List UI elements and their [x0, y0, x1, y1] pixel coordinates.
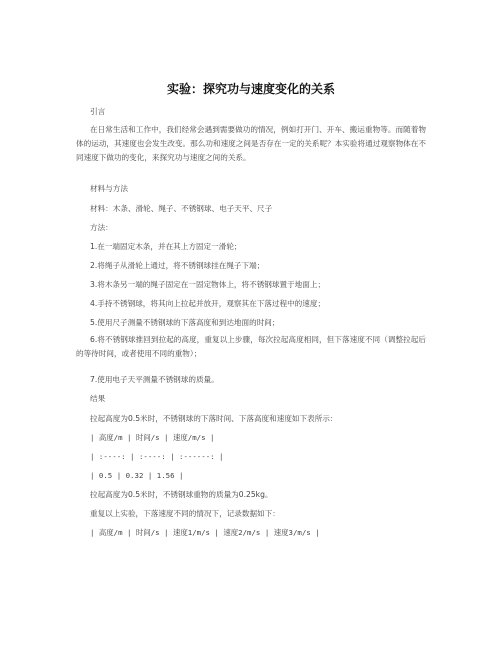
- method-heading: 方法：: [90, 223, 113, 232]
- step-item: 2.将绳子从滑轮上通过，将不锈钢球挂在绳子下端；: [90, 261, 265, 270]
- page-title: 实验：探究功与速度变化的关系: [166, 82, 335, 96]
- results-heading: 结果: [90, 394, 106, 403]
- table1-row: | 高度/m | 时间/s | 速度/m/s |: [90, 433, 215, 442]
- intro-paragraph: 在日常生活和工作中，我们经常会遇到需要做功的情况，例如打开门、开车、搬运重物等。而随着物体的运动，其速度也会发生改变。那么功和速度之间是否存在一定的关系呢？本实验将通过观察物体在不同速度下做功的变化，来探究功与速度之间的关系。: [76, 125, 426, 162]
- materials-heading: 材料与方法: [90, 184, 128, 193]
- step-item: 5.使用尺子测量不锈钢球的下落高度和到达地面的时间；: [90, 318, 280, 327]
- results-line-3: 重复以上实验，下落速度不同的情况下，记录数据如下：: [90, 509, 280, 518]
- table1-row: | 0.5 | 0.32 | 1.56 |: [90, 471, 184, 480]
- materials-line: 材料：木条、滑轮、绳子、不锈钢球、电子天平、尺子: [90, 204, 273, 213]
- results-line-1: 拉起高度为0.5米时，不锈钢球的下落时间、下落高度和速度如下表所示：: [90, 414, 338, 423]
- results-line-2: 拉起高度为0.5米时，不锈钢球重物的质量为0.25kg。: [90, 490, 273, 499]
- step-item: 3.将木条另一端的绳子固定在一固定物体上，将不锈钢球置于地面上；: [90, 280, 326, 289]
- step-item: 6.将不锈钢球推回到拉起的高度，重复以上步骤，每次拉起高度相同，但下落速度不同（调整拉起后的等待时间，或者使用不同的重物）；: [76, 335, 426, 358]
- step-item: 1.在一端固定木条，并在其上方固定一滑轮；: [90, 242, 242, 251]
- intro-heading: 引言: [90, 107, 106, 116]
- step-item: 7.使用电子天平测量不锈钢球的质量。: [90, 375, 219, 384]
- step-item: 4.手持不锈钢球，将其向上拉起并放开，观察其在下落过程中的速度；: [90, 299, 326, 308]
- table1-row: | :----: | :----: | :------: |: [90, 452, 224, 461]
- table2-header: | 高度/m | 时间/s | 速度1/m/s | 速度2/m/s | 速度3/m/s |: [90, 528, 320, 537]
